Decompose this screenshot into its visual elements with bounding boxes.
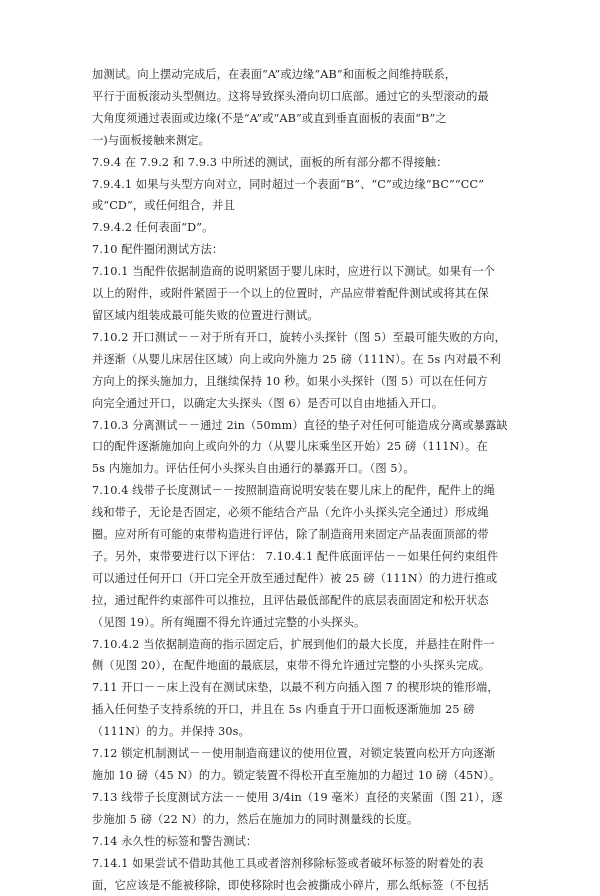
text-line: 线和带子，无论是否固定，必须不能结合产品（允许小头探头完全通过）形成绳	[92, 506, 489, 520]
text-line: 大角度须通过表面或边缘(不是“A”或“AB”或直到垂直面板的表面“B”之	[92, 111, 447, 125]
text-line: 7.11 开口－－床上没有在测试床垫，以最不利方向插入图 7 的楔形块的锥形端，	[92, 681, 499, 695]
text-line: 面，它应该是不能被移除，即使移除时也会被撕成小碎片，那么纸标签（不包括	[92, 878, 489, 892]
text-line: 5s 内施加力。评估任何小头探头自由通行的暴露开口。（图 5）。	[92, 462, 415, 476]
text-line: 7.14.1 如果尝试不借助其他工具或者溶剂移除标签或者破坏标签的附着处的表	[92, 856, 484, 870]
text-line: 子。另外，束带要进行以下评估： 7.10.4.1 配件底面评估－－如果任何约束组件	[92, 549, 499, 563]
text-line: 7.10.1 当配件依据制造商的说明紧固于婴儿床时，应进行以下测试。如果有一个	[92, 265, 495, 279]
text-line: 拉，通过配件约束部件可以推拉，且评估最低部配件的底层表面固定和松开状态	[92, 593, 489, 607]
text-line: 7.9.4 在 7.9.2 和 7.9.3 中所述的测试，面板的所有部分都不得接触：	[92, 155, 448, 169]
text-line: 可以通过任何开口（开口完全开放至通过配件）被 25 磅（111N）的力进行推或	[92, 571, 498, 585]
text-line: 施加 10 磅（45 N）的力。锁定装置不得松开直至施加的力超过 10 磅（45N）。	[92, 769, 501, 782]
text-line: 加测试。向上摆动完成后，在表面“A”或边缘“AB”和面板之间维持联系，	[92, 68, 457, 81]
text-line: 向完全通过开口，以确定大头探头（图 6）是否可以自由地插入开口。	[92, 396, 444, 410]
text-line: 圈。应对所有可能的束带构造进行评估，除了制造商用来固定产品表面顶部的带	[92, 528, 489, 542]
text-line: 7.12 锁定机制测试－－使用制造商建议的使用位置，对锁定装置向松开方向逐渐	[92, 747, 496, 761]
text-line: 7.9.4.1 如果与头型方向对立，同时超过一个表面“B”、“C”或边缘“BC”“CC”	[92, 177, 485, 191]
text-line: 7.13 线带子长度测试方法－－使用 3/4in（19 毫米）直径的夹紧面（图 21），逐	[92, 790, 503, 804]
text-line: （见图 19）。所有绳圈不得允许通过完整的小头探头。	[92, 615, 366, 629]
text-line: 以上的附件，或附件紧固于一个以上的位置时，产品应带着配件测试或将其在保	[92, 287, 489, 301]
text-line: 7.14 永久性的标签和警告测试：	[92, 834, 258, 848]
text-line: 7.10.4 线带子长度测试－－按照制造商说明安装在婴儿床上的配件，配件上的绳	[92, 484, 495, 498]
text-line: 7.10.4.2 当依据制造商的指示固定后，扩展到他们的最大长度，并悬挂在附件一	[92, 637, 495, 651]
text-line: 方向上的探头施加力，且继续保持 10 秒。如果小头探针（图 5）可以在任何方	[92, 374, 488, 388]
text-line: 或“CD”，或任何组合，并且	[92, 199, 235, 213]
text-line: 口的配件逐渐施加向上或向外的力（从婴儿床乘坐区开始）25 磅（111N）。在	[92, 440, 488, 454]
text-line: 一)与面板接触来测定。	[92, 133, 210, 147]
text-line: 插入任何垫子支持系统的开口，并且在 5s 内垂直于开口面板逐渐施加 25 磅	[92, 703, 475, 717]
text-line: 7.10.3 分离测试－－通过 2in（50mm）直径的垫子对任何可能造成分离或暴露缺	[92, 418, 508, 432]
text-line: 7.9.4.2 任何表面“D”。	[92, 221, 214, 235]
text-line: 并逐渐（从婴儿床居住区域）向上或向外施力 25 磅（111N）。在 5s 内对最不利	[92, 352, 501, 366]
text-line: 7.10.2 开口测试－－对于所有开口，旋转小头探针（图 5）至最可能失败的方向，	[92, 330, 506, 344]
text-line: （111N）的力。并保持 30s。	[92, 725, 250, 739]
text-line: 侧（见图 20），在配件地面的最底层，束带不得允许通过完整的小头探头完成。	[92, 659, 491, 673]
text-line: 留区域内组装成最可能失败的位置进行测试。	[92, 308, 319, 322]
text-line: 平行于面板滚动头型侧边。这将导致探头滑向切口底部。通过它的头型滚动的最	[92, 89, 489, 103]
text-line: 步施加 5 磅（22 N）的力，然后在施加力的同时测量线的长度。	[92, 812, 419, 826]
text-line: 7.10 配件圈闭测试方法：	[92, 243, 224, 257]
